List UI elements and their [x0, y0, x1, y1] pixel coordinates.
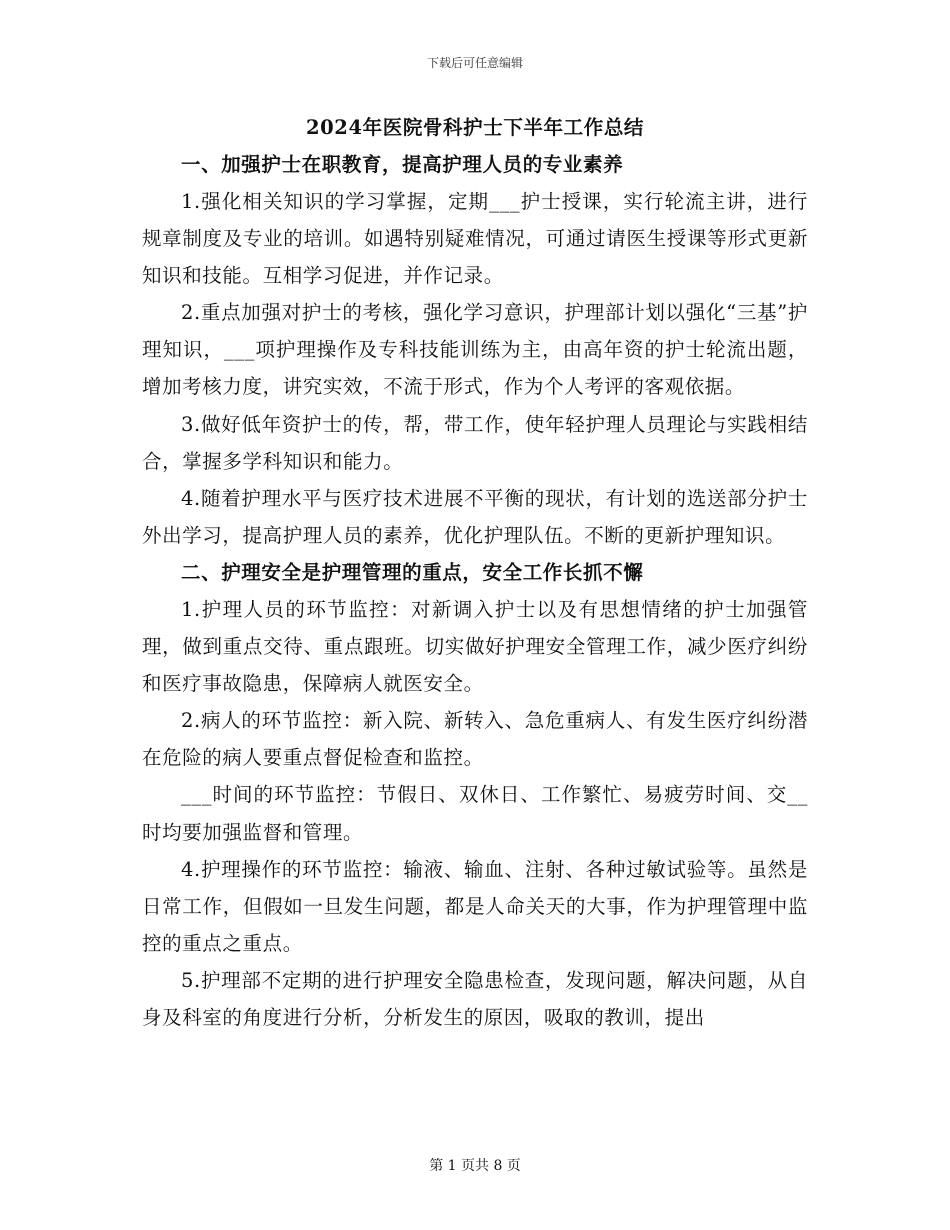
paragraph: 4.护理操作的环节监控：输液、输血、注射、各种过敏试验等。虽然是日常工作，但假如一旦发生问题，都是人命关天的大事，作为护理管理中监控的重点之重点。: [142, 857, 808, 955]
paragraph: 1.强化相关知识的学习掌握，定期___护士授课，实行轮流主讲，进行规章制度及专业的培训。如遇特别疑难情况，可通过请医生授课等形式更新知识和技能。互相学习促进，并作记录。: [142, 190, 808, 288]
section-heading: 一、加强护士在职教育，提高护理人员的专业素养: [181, 153, 624, 176]
paragraph: 1.护理人员的环节监控：对新调入护士以及有思想情绪的护士加强管理，做到重点交待、重点跟班。切实做好护理安全管理工作，减少医疗纠纷和医疗事故隐患，保障病人就医安全。: [142, 597, 808, 696]
paragraph: ___时间的环节监控：节假日、双休日、工作繁忙、易疲劳时间、交__时均要加强监督和管理。: [142, 783, 808, 844]
document-body: [142, 114, 808, 1036]
page-footer: 第 1 页共 8 页: [429, 1158, 521, 1174]
document-title: 2024年医院骨科护士下半年工作总结: [305, 116, 645, 139]
paragraph: 5.护理部不定期的进行护理安全隐患检查，发现问题，解决问题，从自身及科室的角度进行分析，分析发生的原因，吸取的教训，提出: [142, 968, 808, 1029]
paragraph: 2.病人的环节监控：新入院、新转入、急危重病人、有发生医疗纠纷潜在危险的病人要重点督促检查和监控。: [142, 709, 808, 770]
paragraph: 2.重点加强对护士的考核，强化学习意识，护理部计划以强化“三基”护理知识，___项护理操作及专科技能训练为主，由高年资的护士轮流出题，增加考核力度，讲究实效，不流于形式，作为个人考评的客观依据。: [142, 301, 808, 399]
paragraph: 4.随着护理水平与医疗技术进展不平衡的现状，有计划的选送部分护士外出学习，提高护理人员的素养，优化护理队伍。不断的更新护理知识。: [142, 486, 808, 547]
page-header: 下载后可任意编辑: [426, 56, 523, 70]
paragraph: 3.做好低年资护士的传，帮，带工作，使年轻护理人员理论与实践相结合，掌握多学科知识和能力。: [142, 412, 808, 473]
section-heading: 二、护理安全是护理管理的重点，安全工作长抓不懈: [181, 560, 644, 584]
